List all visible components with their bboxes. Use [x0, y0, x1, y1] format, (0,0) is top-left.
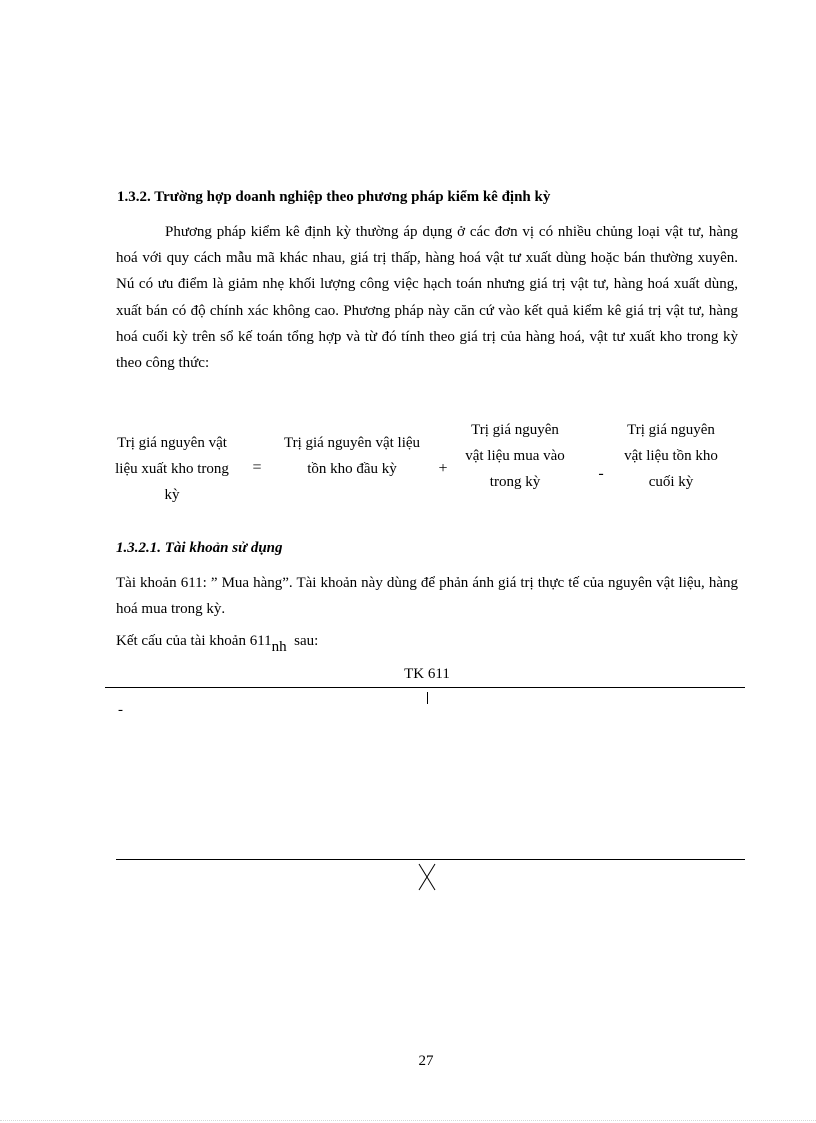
formula-equals-sign: =: [252, 459, 262, 476]
structure-intro-prefix: Kết cấu của tài khoản 611: [116, 633, 272, 649]
page-bottom-border: [0, 1120, 816, 1121]
structure-intro-suffix: sau:: [294, 633, 319, 649]
t-account-debit-mark: -: [118, 702, 123, 718]
account-structure-intro: [116, 633, 319, 655]
formula-term-closing: Trị giá nguyên vật liệu tồn kho cuối kỳ: [624, 422, 718, 490]
t-account-top-line: [105, 687, 745, 688]
formula-minus-sign: -: [598, 465, 604, 482]
page-number: 27: [418, 1053, 434, 1069]
formula-term-issued: Trị giá nguyên vật liệu xuất kho trong kỳ: [115, 435, 229, 503]
formula-plus-sign: +: [438, 460, 448, 477]
account-description: Tài khoản 611: ” Mua hàng”. Tài khoản này dùng để phản ánh giá trị thực tế của nguyên vật liệu, hàng hoá mua trong kỳ.: [116, 575, 738, 617]
formula-term-purchased: Trị giá nguyên vật liệu mua vào trong kỳ: [465, 422, 565, 490]
t-account-title: TK 611: [404, 666, 450, 682]
t-account-center-tick: [427, 692, 428, 704]
structure-intro-sub: nh: [271, 639, 287, 655]
t-account-bottom-line: [116, 859, 745, 860]
formula-term-opening: Trị giá nguyên vật liệu tồn kho đầu kỳ: [283, 435, 421, 477]
section-heading: 1.3.2. Trường hợp doanh nghiệp theo phương pháp kiểm kê định kỳ: [117, 189, 551, 205]
t-account-cross-mark: [417, 863, 437, 891]
subsection-heading: 1.3.2.1. Tài khoản sử dụng: [116, 540, 283, 556]
section-paragraph: Phương pháp kiểm kê định kỳ thường áp dụng ở các đơn vị có nhiều chủng loại vật tư, hàng hoá với quy cách mẫu mã khác nhau, giá trị thấp, hàng hoá vật tư xuất dùng hoặc bán thường xuyên. Nú có ưu điểm là giảm nhẹ khối lượng công việc hạch toán nhưng giá trị vật tư, hàng hoá xuất dùng, xuất bán có độ chính xác không cao. Phương pháp này căn cứ vào kết quả kiểm kê giá trị vật tư, hàng hoá cuối kỳ trên sổ kế toán tổng hợp và từ đó tính theo giá trị của hàng hoá, vật tư xuất kho trong kỳ theo công thức:: [116, 224, 738, 372]
